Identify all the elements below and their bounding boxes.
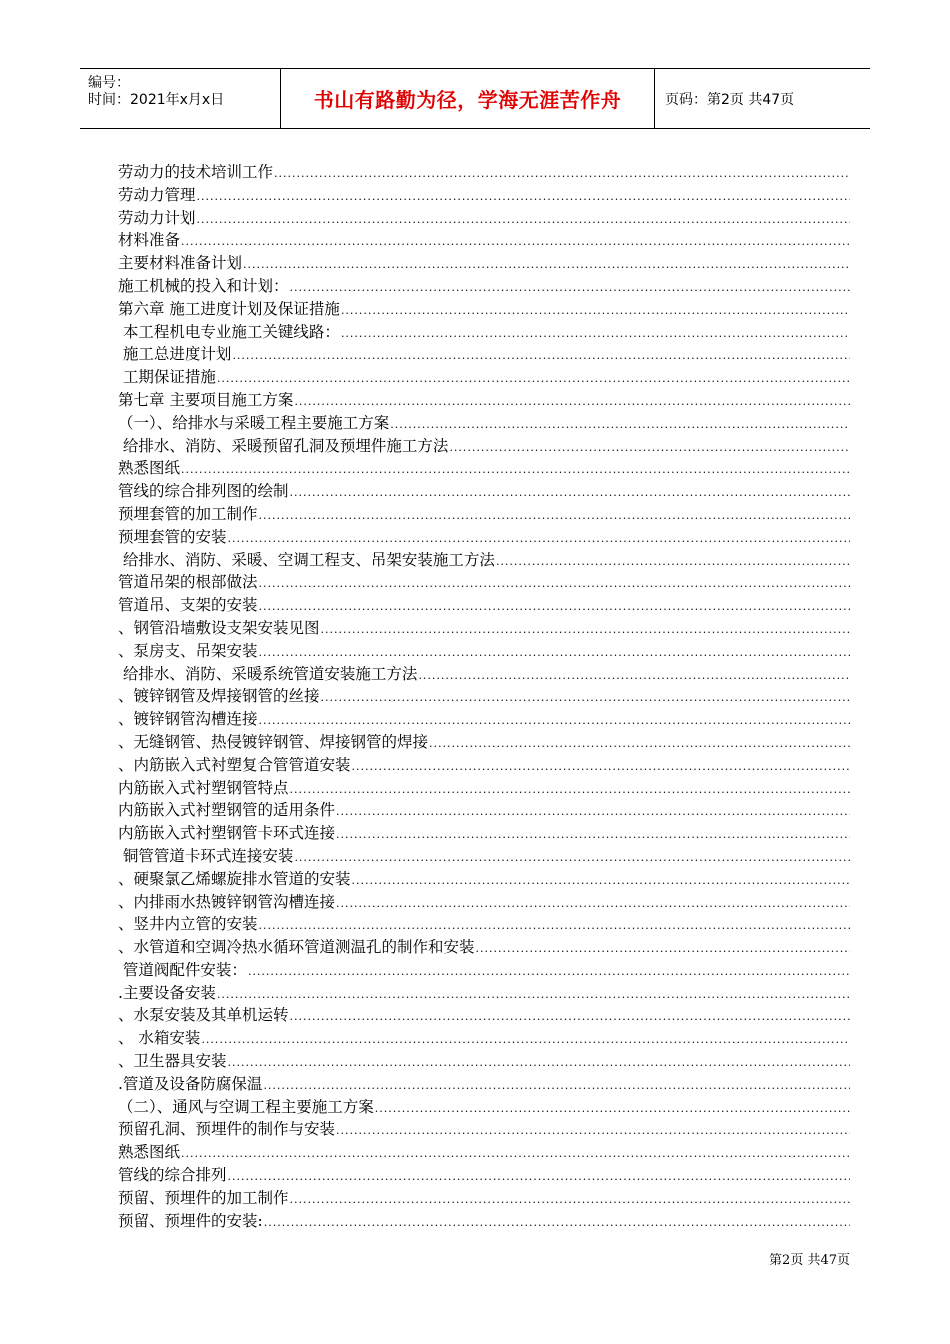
header-time-label: 时间：2021年x月x日	[88, 92, 225, 108]
toc-entry-title: 熟悉图纸	[118, 1143, 181, 1162]
toc-entry[interactable]	[118, 184, 850, 207]
toc-leader-dots	[197, 186, 850, 207]
toc-entry-title: 熟悉图纸	[118, 459, 181, 478]
toc-entry-title: 劳动力的技术培训工作	[118, 163, 274, 181]
page-footer: 第2页 共47页	[769, 1253, 850, 1268]
toc-leader-dots	[341, 323, 850, 344]
toc-leader-dots	[259, 596, 850, 617]
toc-entry-title: 内筋嵌入式衬塑钢管的适用条件	[118, 801, 336, 820]
toc-entry-title: 工期保证措施	[118, 368, 216, 387]
toc-entry[interactable]	[118, 207, 850, 230]
toc-entry-title: 第七章 主要项目施工方案	[118, 390, 294, 409]
toc-leader-dots	[181, 231, 850, 252]
toc-entry[interactable]	[118, 1027, 850, 1050]
toc-entry[interactable]	[118, 275, 850, 298]
toc-entry-title: 管线的综合排列图的绘制	[118, 482, 289, 501]
toc-entry-title: 内筋嵌入式衬塑钢管卡环式连接	[118, 824, 336, 843]
toc-entry-title: 、卫生器具安装	[118, 1052, 227, 1071]
toc-entry[interactable]	[118, 777, 850, 800]
toc-leader-dots	[263, 1075, 850, 1096]
toc-entry-title: 主要材料准备计划	[118, 254, 243, 273]
toc-leader-dots	[181, 1143, 850, 1164]
header-page-info: 页码：第2页 共47页	[665, 91, 795, 108]
toc-leader-dots	[336, 1120, 850, 1141]
toc-leader-dots	[201, 1029, 850, 1050]
toc-leader-dots	[449, 437, 850, 458]
toc-entry-title: 、内排雨水热镀锌钢管沟槽连接	[118, 892, 336, 911]
toc-leader-dots	[336, 824, 850, 845]
toc-entry[interactable]	[118, 868, 850, 891]
toc-entry[interactable]	[118, 1187, 850, 1210]
toc-entry[interactable]	[118, 526, 850, 549]
toc-entry[interactable]	[118, 549, 850, 572]
toc-leader-dots	[321, 687, 850, 708]
toc-entry[interactable]	[118, 480, 850, 503]
page-header	[80, 68, 870, 129]
toc-leader-dots	[228, 528, 850, 549]
toc-leader-dots	[228, 1166, 850, 1187]
toc-entry-title: 管线的综合排列	[118, 1166, 227, 1185]
toc-leader-dots	[476, 938, 850, 959]
toc-entry[interactable]	[118, 594, 850, 617]
toc-entry-title: 、镀锌钢管及焊接钢管的丝接	[118, 687, 320, 706]
toc-entry-title: 管道阀配件安装：	[118, 960, 247, 979]
toc-entry-title: .主要设备安装	[118, 983, 216, 1002]
toc-entry-title: 劳动力管理	[118, 185, 196, 204]
header-number-label: 编号：	[88, 75, 130, 91]
toc-entry[interactable]	[118, 731, 850, 754]
toc-leader-dots	[248, 961, 850, 982]
toc-entry[interactable]	[118, 754, 850, 777]
toc-entry[interactable]	[118, 457, 850, 480]
toc-leader-dots	[294, 847, 850, 868]
toc-leader-dots	[259, 915, 850, 936]
toc-leader-dots	[259, 710, 850, 731]
toc-entry-title: 、水管道和空调冷热水循环管道测温孔的制作和安装	[118, 938, 475, 957]
toc-entry[interactable]	[118, 845, 850, 868]
toc-leader-dots	[259, 573, 850, 594]
toc-leader-dots	[418, 665, 850, 686]
table-of-contents	[118, 161, 850, 1232]
toc-entry[interactable]	[118, 252, 850, 275]
toc-entry[interactable]	[118, 640, 850, 663]
toc-leader-dots	[274, 163, 850, 184]
toc-entry-title: 、 水箱安装	[118, 1029, 201, 1048]
toc-leader-dots	[259, 642, 850, 663]
toc-entry-title: 、泵房支、吊架安装	[118, 641, 258, 660]
toc-entry[interactable]	[118, 685, 850, 708]
toc-entry[interactable]	[118, 366, 850, 389]
toc-leader-dots	[375, 1098, 850, 1119]
header-meta-cell	[80, 69, 281, 128]
toc-leader-dots	[390, 414, 850, 435]
toc-entry[interactable]	[118, 298, 850, 321]
toc-entry[interactable]	[118, 1141, 850, 1164]
toc-entry[interactable]	[118, 1073, 850, 1096]
toc-leader-dots	[290, 1189, 850, 1210]
toc-entry[interactable]	[118, 708, 850, 731]
toc-entry-title: 预留、预埋件的安装:	[118, 1211, 263, 1230]
toc-entry-title: 、镀锌钢管沟槽连接	[118, 710, 258, 729]
toc-leader-dots	[197, 209, 850, 230]
toc-leader-dots	[290, 1006, 850, 1027]
toc-entry[interactable]	[118, 321, 850, 344]
toc-entry-title: 、内筋嵌入式衬塑复合管管道安装	[118, 755, 351, 774]
toc-leader-dots	[294, 391, 850, 412]
toc-entry-title: （二）、通风与空调工程主要施工方案	[118, 1097, 374, 1116]
toc-entry[interactable]	[118, 982, 850, 1005]
toc-leader-dots	[352, 870, 850, 891]
toc-entry[interactable]	[118, 503, 850, 526]
toc-entry[interactable]	[118, 936, 850, 959]
header-motto: 书山有路勤为径，学海无涯苦作舟	[313, 88, 622, 112]
toc-entry[interactable]	[118, 412, 850, 435]
toc-leader-dots	[496, 551, 850, 572]
toc-entry-title: .管道及设备防腐保温	[118, 1074, 263, 1093]
toc-entry-title: （一）、给排水与采暖工程主要施工方案	[118, 413, 390, 432]
toc-entry-title: 预埋套管的安装	[118, 527, 227, 546]
toc-leader-dots	[336, 893, 850, 914]
toc-leader-dots	[181, 459, 850, 480]
toc-entry[interactable]	[118, 161, 850, 184]
toc-leader-dots	[217, 368, 850, 389]
toc-leader-dots	[232, 345, 850, 366]
toc-entry-title: 预埋套管的加工制作	[118, 504, 258, 523]
toc-entry-title: 预留孔洞、预埋件的制作与安装	[118, 1120, 336, 1139]
toc-leader-dots	[264, 1212, 850, 1233]
toc-entry[interactable]	[118, 959, 850, 982]
header-motto-cell	[281, 69, 655, 128]
toc-entry-title: 管道吊架的根部做法	[118, 573, 258, 592]
toc-entry-title: 、无缝钢管、热侵镀锌钢管、焊接钢管的焊接	[118, 732, 429, 751]
toc-leader-dots	[290, 482, 850, 503]
toc-leader-dots	[336, 801, 850, 822]
toc-leader-dots	[290, 277, 850, 298]
toc-entry[interactable]	[118, 1118, 850, 1141]
toc-entry[interactable]	[118, 571, 850, 594]
toc-entry[interactable]	[118, 1004, 850, 1027]
toc-entry[interactable]	[118, 822, 850, 845]
toc-entry-title: 第六章 施工进度计划及保证措施	[118, 299, 340, 318]
toc-entry-title: 给排水、消防、采暖、空调工程支、吊架安装施工方法	[118, 550, 495, 569]
toc-entry[interactable]	[118, 1050, 850, 1073]
toc-entry-title: 、钢管沿墙敷设支架安装见图	[118, 618, 320, 637]
toc-leader-dots	[321, 619, 850, 640]
toc-leader-dots	[217, 984, 850, 1005]
toc-leader-dots	[243, 254, 850, 275]
toc-entry-title: 、硬聚氯乙烯螺旋排水管道的安装	[118, 869, 351, 888]
toc-entry[interactable]	[118, 913, 850, 936]
toc-entry[interactable]	[118, 891, 850, 914]
toc-entry-title: 预留、预埋件的加工制作	[118, 1188, 289, 1207]
toc-leader-dots	[290, 779, 850, 800]
toc-leader-dots	[341, 300, 850, 321]
toc-entry-title: 管道吊、支架的安装	[118, 596, 258, 615]
toc-entry[interactable]	[118, 663, 850, 686]
toc-entry[interactable]	[118, 435, 850, 458]
toc-entry-title: 施工总进度计划	[118, 345, 232, 364]
toc-entry-title: 给排水、消防、采暖预留孔洞及预埋件施工方法	[118, 436, 449, 455]
toc-entry[interactable]	[118, 799, 850, 822]
toc-entry[interactable]	[118, 343, 850, 366]
toc-entry-title: 劳动力计划	[118, 208, 196, 227]
toc-entry-title: 铜管管道卡环式连接安装	[118, 846, 294, 865]
toc-entry-title: 施工机械的投入和计划：	[118, 276, 289, 295]
toc-entry[interactable]	[118, 617, 850, 640]
toc-entry-title: 材料准备	[118, 231, 181, 250]
toc-entry-title: 本工程机电专业施工关键线路：	[118, 322, 340, 341]
toc-leader-dots	[429, 733, 850, 754]
toc-entry-title: 、水泵安装及其单机运转	[118, 1006, 289, 1025]
toc-entry-title: 给排水、消防、采暖系统管道安装施工方法	[118, 664, 418, 683]
toc-entry[interactable]	[118, 389, 850, 412]
toc-entry-title: 、竖井内立管的安装	[118, 915, 258, 934]
toc-entry[interactable]	[118, 229, 850, 252]
toc-entry-title: 内筋嵌入式衬塑钢管特点	[118, 778, 289, 797]
toc-entry[interactable]	[118, 1210, 850, 1233]
header-page-cell	[655, 69, 870, 128]
toc-entry[interactable]	[118, 1096, 850, 1119]
toc-leader-dots	[259, 505, 850, 526]
toc-leader-dots	[352, 756, 850, 777]
toc-entry[interactable]	[118, 1164, 850, 1187]
toc-leader-dots	[228, 1052, 850, 1073]
